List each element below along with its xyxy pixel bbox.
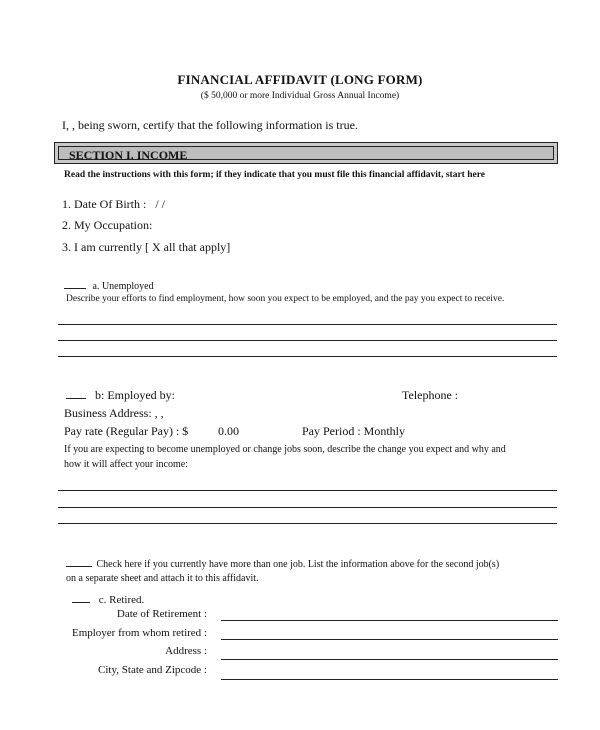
retired-employer-line[interactable] (221, 639, 558, 640)
unemployed-answer-line-3[interactable] (58, 356, 557, 357)
dob-row (62, 197, 165, 212)
employed-label: b: Employed by: (95, 388, 175, 402)
second-job-row (66, 556, 499, 570)
retired-address-line[interactable] (221, 659, 558, 660)
retired-city-line[interactable] (221, 679, 558, 680)
unemployed-row (64, 278, 154, 292)
section-header (54, 142, 558, 164)
business-address: Business Address: , , (64, 406, 164, 420)
retired-row (72, 592, 144, 606)
form-title: FINANCIAL AFFIDAVIT (LONG FORM) (177, 72, 423, 87)
employed-answer-line-3[interactable] (58, 523, 557, 524)
second-job-text-2: on a separate sheet and attach it to this affidavit. (66, 573, 259, 584)
pay-rate-label: Pay rate (Regular Pay) : $ (64, 424, 189, 438)
retired-employer-label: Employer from whom retired : (71, 627, 207, 639)
unemployed-checkbox[interactable] (64, 278, 86, 289)
retired-checkbox[interactable] (72, 592, 90, 603)
unemployed-label: a. Unemployed (92, 281, 154, 292)
telephone-label: Telephone : (402, 388, 459, 402)
unemployed-answer-line-1[interactable] (58, 324, 557, 325)
change-description-2: how it will affect your income: (64, 459, 188, 470)
second-job-text: Check here if you currently have more than one job. List the information above for the second job(s) (96, 559, 500, 570)
employed-answer-line-2[interactable] (58, 507, 557, 508)
dob-label: 1. Date Of Birth : (62, 197, 147, 211)
pay-rate-value: 0.00 (218, 424, 239, 438)
unemployed-answer-line-2[interactable] (58, 340, 557, 341)
oath-statement: I, , being sworn, certify that the following information is true. (62, 118, 358, 132)
section-title: SECTION I. INCOME (69, 148, 188, 162)
retirement-date-label: Date of Retirement : (116, 608, 207, 620)
retired-address-label: Address : (165, 645, 207, 657)
form-subtitle: ($ 50,000 or more Individual Gross Annual Income) (200, 91, 400, 101)
employed-answer-line-1[interactable] (58, 490, 557, 491)
second-job-checkbox[interactable] (66, 556, 92, 567)
dob-value[interactable]: / / (155, 197, 165, 211)
retirement-date-line[interactable] (221, 620, 558, 621)
section-header-inner (58, 146, 554, 160)
section-instructions: Read the instructions with this form; if they indicate that you must file this financial affidavit, start here (64, 170, 485, 180)
retired-city-label: City, State and Zipcode : (98, 664, 207, 676)
pay-period: Pay Period : Monthly (302, 424, 406, 438)
currently-label: 3. I am currently [ X all that apply] (62, 240, 231, 254)
occupation-label: 2. My Occupation: (62, 218, 153, 232)
employed-checkbox[interactable] (66, 388, 86, 399)
employed-row (66, 388, 175, 403)
change-description-1: If you are expecting to become unemployed or change jobs soon, describe the change you expect and why and (64, 444, 506, 455)
retired-label: c. Retired. (98, 594, 145, 606)
unemployed-describe: Describe your efforts to find employment, how soon you expect to be employed, and the pay you expect to receive. (66, 294, 505, 304)
